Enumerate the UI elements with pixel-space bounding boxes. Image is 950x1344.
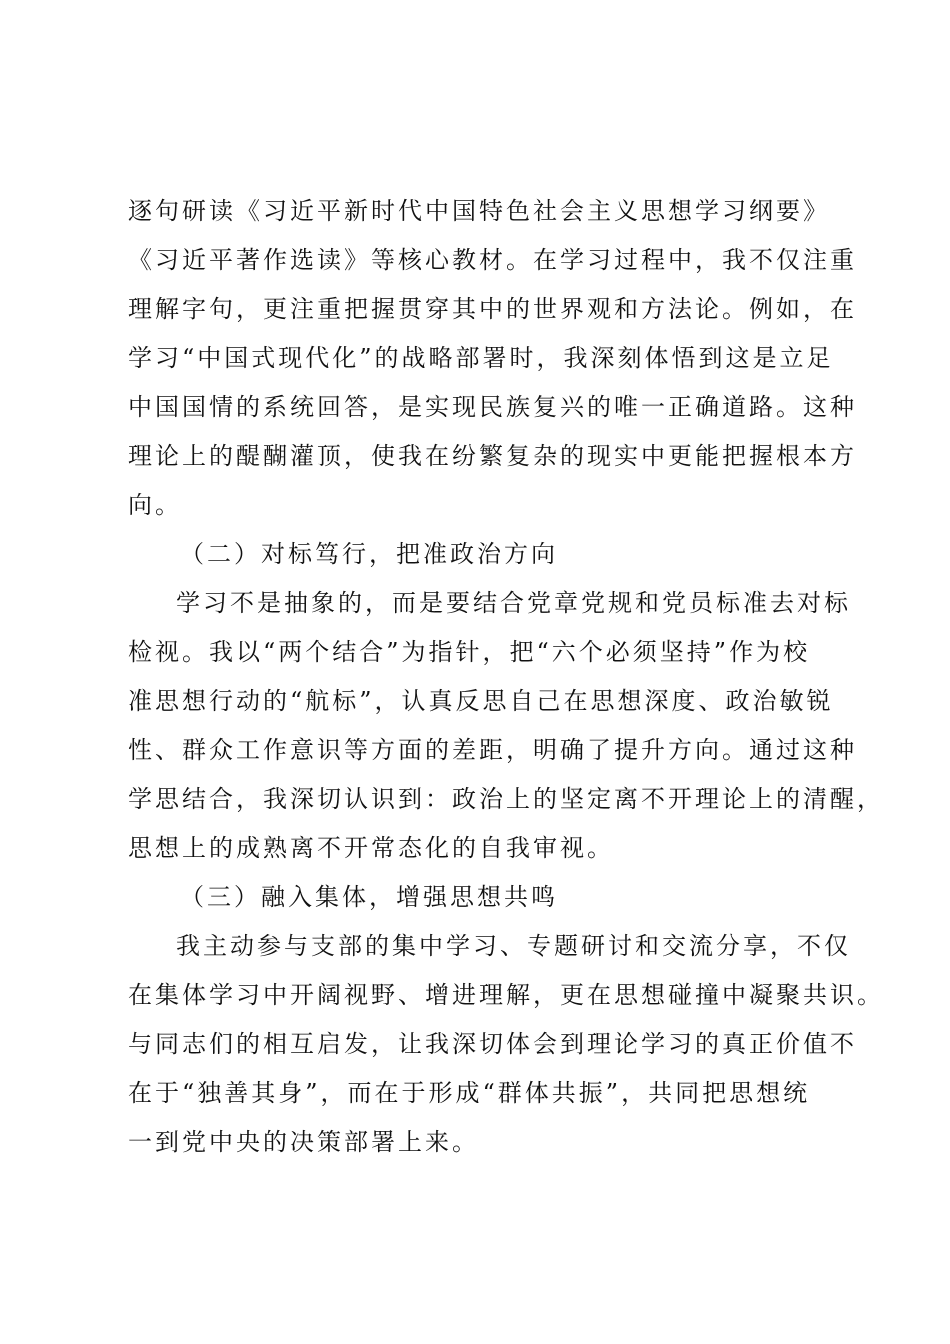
text-line: 学习“中国式现代化”的战略部署时，我深刻体悟到这是立足 [128, 344, 834, 372]
text-line: 学习不是抽象的，而是要结合党章党规和党员标准去对标 [176, 589, 851, 617]
text-line: 理论上的醍醐灌顶，使我在纷繁复杂的现实中更能把握根本方 [128, 442, 857, 470]
text-line: 在于“独善其身”，而在于形成“群体共振”，共同把思想统 [128, 1079, 811, 1107]
text-line: 《习近平著作选读》等核心教材。在学习过程中，我不仅注重 [128, 246, 857, 274]
text-line: 我主动参与支部的集中学习、专题研讨和交流分享，不仅 [176, 932, 851, 960]
section-heading-3: （三）融入集体，增强思想共鸣 [180, 883, 558, 911]
text-line: 准思想行动的“航标”，认真反思自己在思想深度、政治敏锐 [128, 687, 834, 715]
text-line: 逐句研读《习近平新时代中国特色社会主义思想学习纲要》 [128, 197, 830, 225]
text-line: 检视。我以“两个结合”为指针，把“六个必须坚持”作为校 [128, 638, 811, 666]
text-line: 向。 [128, 491, 182, 519]
text-line: 学思结合，我深切认识到：政治上的坚定离不开理论上的清醒， [128, 785, 884, 813]
text-line: 中国国情的系统回答，是实现民族复兴的唯一正确道路。这种 [128, 393, 857, 421]
text-line: 理解字句，更注重把握贯穿其中的世界观和方法论。例如，在 [128, 295, 857, 323]
text-line: 与同志们的相互启发，让我深切体会到理论学习的真正价值不 [128, 1030, 857, 1058]
text-line: 思想上的成熟离不开常态化的自我审视。 [128, 834, 614, 862]
text-line: 一到党中央的决策部署上来。 [128, 1128, 479, 1156]
text-line: 在集体学习中开阔视野、增进理解，更在思想碰撞中凝聚共识。 [128, 981, 884, 1009]
text-line: 性、群众工作意识等方面的差距，明确了提升方向。通过这种 [128, 736, 857, 764]
section-heading-2: （二）对标笃行，把准政治方向 [180, 540, 558, 568]
